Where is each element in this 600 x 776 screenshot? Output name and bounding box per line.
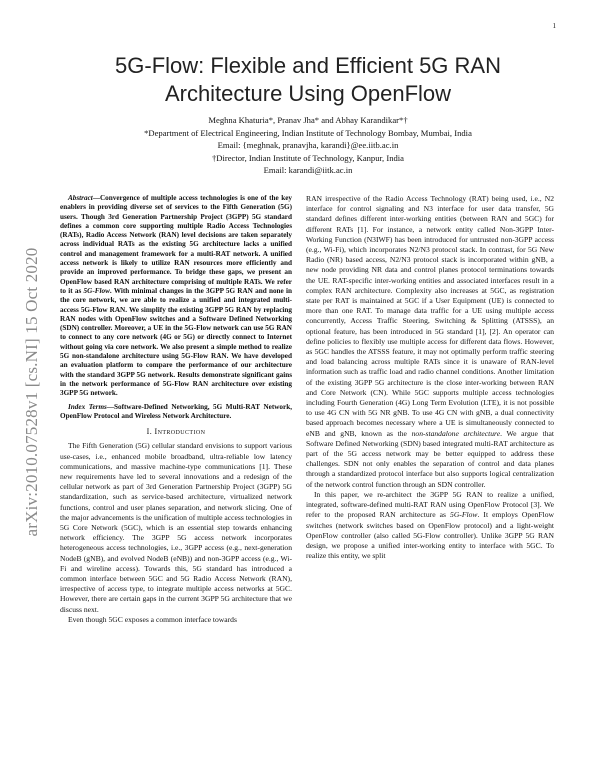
author-block [60, 114, 556, 177]
affiliation-iitb: *Department of Electrical Engineering, Indian Institute of Technology Bombay, Mumbai, India [144, 127, 472, 138]
page-number: 1 [552, 22, 556, 30]
email-iitb: Email: {meghnak, pranavjha, karandi}@ee.iitb.ac.in [217, 140, 399, 151]
paper-title [60, 52, 556, 108]
abstract-text-1: —Convergence of multiple access technologies is one of the key enablers in providing diverse set of services to the Fifth Generation (5G) users. Though 3rd Generation Partnership Project (3GPP) 5G standard defines a common core supporting multiple Radio Access Technologies (RATs), Radio Access Network (RAN) level decisions are taken separately across individual RATs as the existing 5G architecture lacks a unified control and management framework for a multi-RAT network. A unified access network is likely to utilize RAN resources more efficiently and provide an improved performance. To bridge these gaps, we present an OpenFlow based RAN architecture comprising of multiple RATs. We refer to it as [60, 194, 292, 295]
right-p1-text-a: RAN irrespective of the Radio Access Technology (RAT) being used, i.e., N2 interface for control signaling and N3 interface for user data transfer, 5G standard defines different inter-working entities (between RAN and 5GC) for different RATs [1]. For instance, a network entity called Non-3GPP Inter-Working Function (N3IWF) has been introduced for untrusted non-3GPP access (e.g., Wi-Fi), which incorporates N2/N3 protocol stack. In contrast, for 5G New Radio (NR) based access, N2/N3 protocol stack is incorporated within gNB, a new node providing NR data and control planes protocol terminations towards the UE. RAT-specific inter-working entities and associated interfaces result in a complex RAN architecture. Complexity also increases at 5GC, as registration state per RAT is maintained at 5GC if a User Equipment (UE) is connected to more than one RAT. To manage data traffic for a UE using multiple access concurrently, Access Traffic Steering, Switching & Splitting (ATSSS), an optional feature, has been introduced in 5G standard [1], [2]. An operator can define policies to flexibly use multiple access for different data flows. However, as 5GC handles the ATSSS feature, it may not optimally perform traffic steering and load balancing across multiple RATs since it is unaware of RAN-level information such as traffic load and radio channel conditions. Another limitation of the existing 3GPP 5G architecture is the close inter-working between RAN and Core Network (CN). While 5GC supports multiple access technologies including Fourth Generation (4G) Long Term Evolution (LTE), it is not possible to use 4G CN with 5G NR gNB. To use 4G CN with gNB, a dual connectivity based approach becomes necessary where a UE is simultaneously connected to eNB and gNB, known as the [306, 194, 554, 438]
section-heading-introduction: I. Introduction [146, 427, 206, 437]
right-p1-emphasis: non-standalone architecture [411, 428, 501, 438]
abstract [60, 194, 292, 399]
intro-paragraph-2: Even though 5GC exposes a common interface towards [68, 614, 237, 624]
affiliation-iitk: †Director, Indian Institute of Technology, Kanpur, India [211, 152, 404, 163]
intro-paragraph-1: The Fifth Generation (5G) cellular standard envisions to support various use-cases, i.e., enhanced mobile broadband, ultra-reliable low latency communications, and massive machine-type communications [1]. These new requirements have led to several innovations and a redesign of the cellular network as part of 3rd Generation Partnership Project (3GPP) 5G standardization, such as service-based architecture, virtualized network functions, control and user planes separation, and network slicing. One of the major advancements is the unification of multiple access technologies in 5G Core Network (5GC), which is an essential step towards enhancing network efficiency. The 3GPP 5G access network incorporates heterogeneous access technologies, i.e., 3GPP access (e.g., next-generation NodeB (gNB), and evolved NodeB (eNB)) and non-3GPP access (e.g., Wi-Fi and wireline access). Towards this, 5G standard has introduced a common interface between 5GC and 5G Radio Access Network (RAN), irrespective of access type, to integrate multiple access networks at 5GC. However, there are certain gaps in the current 3GPP 5G architecture that we discuss next. [60, 441, 292, 614]
arxiv-stamp-text: arXiv:2010.07528v1 [cs.NI] 15 Oct 2020 [22, 247, 41, 537]
title-line-1: 5G-Flow: Flexible and Efficient 5G RAN [115, 53, 501, 78]
index-terms-text: —Software-Defined Networking, 5G Multi-RAT Network, OpenFlow Protocol and Wireless Network Architecture. [60, 402, 292, 420]
index-terms [60, 403, 292, 422]
right-paragraph-1 [306, 194, 554, 490]
arxiv-watermark [20, 172, 44, 612]
right-p2-emphasis: 5G-Flow [450, 510, 478, 520]
right-p2-text-a: In this paper, we re-architect the 3GPP 5G RAN to realize a unified, integrated, software-defined multi-RAT RAN using OpenFlow Protocol [3]. We refer to the proposed RAN architecture as [306, 489, 554, 520]
abstract-label: Abstract [68, 194, 93, 202]
right-paragraph-2 [306, 490, 554, 561]
email-iitk: Email: karandi@iitk.ac.in [263, 165, 353, 176]
title-line-2: Architecture Using OpenFlow [164, 81, 452, 106]
right-p2-text-b: . It employs OpenFlow switches (network switches based on OpenFlow protocol) and a light-weight OpenFlow controller (also called 5G-Flow controller). Unlike 3GPP 5G RAN design, we propose a unified inter-working entity to interface with 5GC. To realize this entity, we split [306, 510, 554, 561]
authors: Meghna Khaturia*, Pranav Jha* and Abhay Karandikar*† [208, 115, 408, 125]
abstract-emphasis: 5G-Flow [83, 286, 110, 295]
abstract-text-2: . With minimal changes in the 3GPP 5G RAN and none in the core network, we are able to realize a unified and integrated multi-access 5G-Flow RAN. We simplify the existing 3GPP 5G RAN by replacing RAN nodes with OpenFlow switches and a Software Defined Networking (SDN) controller. Moreover, a UE in the 5G-Flow network can use 5G RAN to connect to any core network (4G or 5G) or directly connect to Internet without going via core network. We also present a simple method to realize 5G non-standalone architecture using 5G-Flow RAN. We have developed an evaluation platform to compare the performance of our architecture with the standard 3GPP 5G network. Results demonstrate significant gains in the network performance of 5G-Flow RAN architecture over existing 3GPP 5G network. [60, 286, 292, 398]
index-terms-label: Index Terms [68, 402, 107, 411]
left-column [60, 194, 292, 625]
right-p1-text-b: . We argue that Software Defined Networking (SDN) based integrated multi-RAT architecture as part of the 5G access network may be better equipped to address these challenges. SDN not only enables the separation of control and data planes through a standardized protocol interface but also supports logical centralization of the network control function through an SDN controller. [306, 428, 554, 489]
right-column [306, 194, 554, 561]
